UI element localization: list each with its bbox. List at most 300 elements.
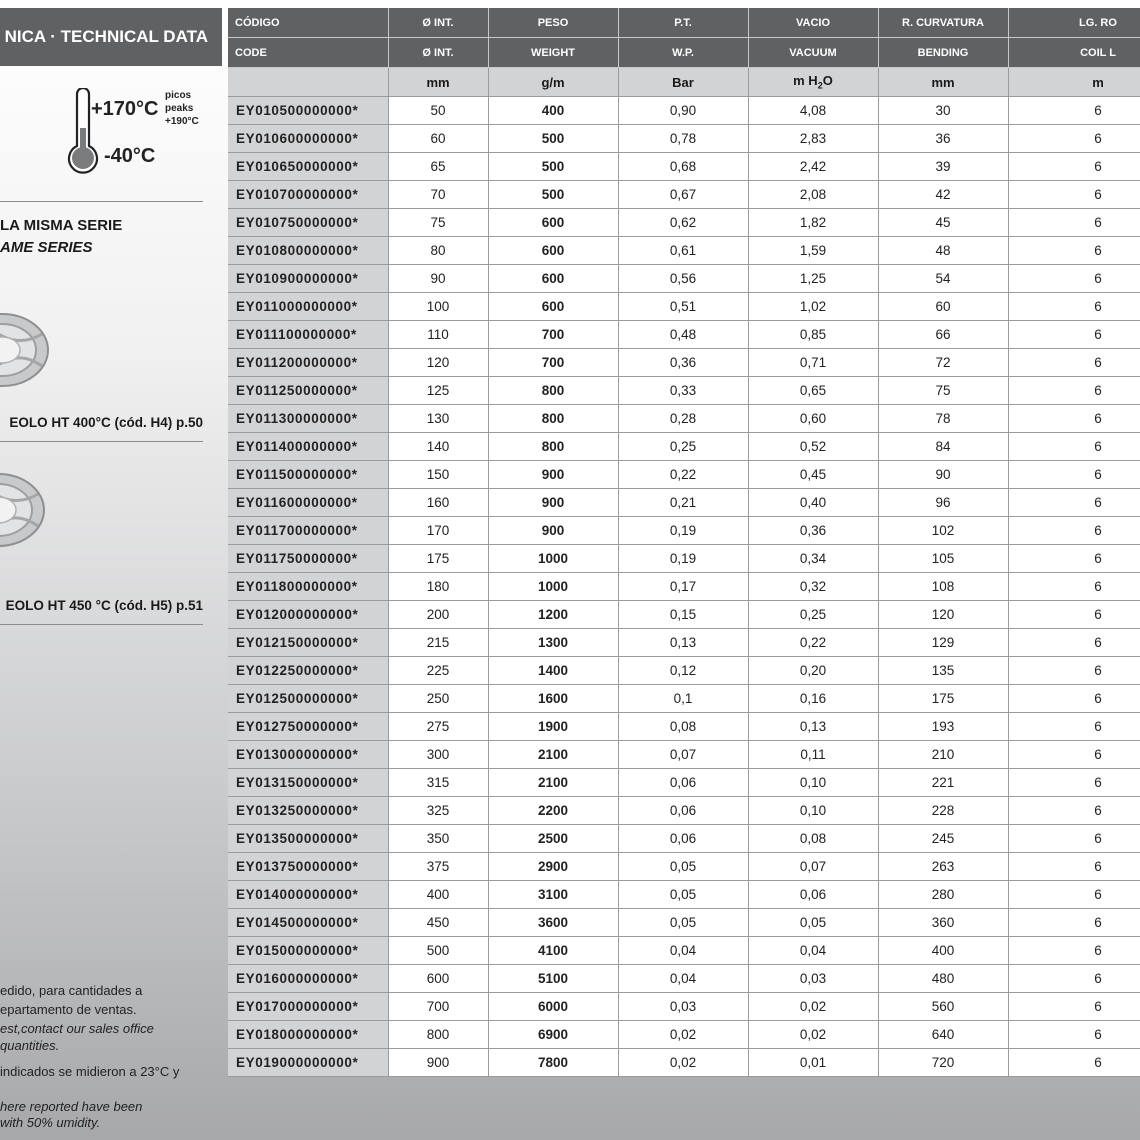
cell-code: EY010500000000* bbox=[228, 97, 388, 125]
unit-vacuum-sub: 2 bbox=[817, 80, 823, 91]
units-row bbox=[228, 68, 1140, 97]
cell-code: EY017000000000* bbox=[228, 993, 388, 1021]
cell-vacuum: 2,08 bbox=[748, 181, 878, 209]
cell-weight: 2100 bbox=[488, 741, 618, 769]
cell-vacuum: 0,40 bbox=[748, 489, 878, 517]
measure-note-en-2: with 50% umidity. bbox=[0, 1115, 101, 1130]
unit-cell: mm bbox=[878, 68, 1008, 97]
cell-bending: 228 bbox=[878, 797, 1008, 825]
order-note-en-1: est,contact our sales office bbox=[0, 1021, 154, 1036]
table-row bbox=[228, 237, 1140, 265]
unit-cell: mm bbox=[388, 68, 488, 97]
temperature-min: -40°C bbox=[104, 145, 156, 167]
order-note-es-2: epartamento de ventas. bbox=[0, 1002, 137, 1017]
cell-vacuum: 0,16 bbox=[748, 685, 878, 713]
cell-diameter: 800 bbox=[388, 1021, 488, 1049]
cell-weight: 1600 bbox=[488, 685, 618, 713]
cell-bending: 480 bbox=[878, 965, 1008, 993]
cell-vacuum: 1,59 bbox=[748, 237, 878, 265]
cell-weight: 2900 bbox=[488, 853, 618, 881]
cell-diameter: 375 bbox=[388, 853, 488, 881]
cell-bending: 560 bbox=[878, 993, 1008, 1021]
cell-code: EY015000000000* bbox=[228, 937, 388, 965]
cell-code: EY011800000000* bbox=[228, 573, 388, 601]
cell-diameter: 70 bbox=[388, 181, 488, 209]
cell-code: EY011100000000* bbox=[228, 321, 388, 349]
cell-diameter: 275 bbox=[388, 713, 488, 741]
cell-diameter: 500 bbox=[388, 937, 488, 965]
unit-vacuum-tail: O bbox=[822, 73, 833, 89]
cell-vacuum: 0,04 bbox=[748, 937, 878, 965]
cell-diameter: 900 bbox=[388, 1049, 488, 1077]
cell-coil-length: 6 bbox=[1008, 629, 1140, 657]
table-row bbox=[228, 825, 1140, 853]
cell-diameter: 100 bbox=[388, 293, 488, 321]
cell-pressure: 0,28 bbox=[618, 405, 748, 433]
cell-vacuum: 2,83 bbox=[748, 125, 878, 153]
table-row bbox=[228, 1021, 1140, 1049]
cell-code: EY013500000000* bbox=[228, 825, 388, 853]
cell-code: EY011750000000* bbox=[228, 545, 388, 573]
cell-bending: 75 bbox=[878, 377, 1008, 405]
cell-diameter: 80 bbox=[388, 237, 488, 265]
cell-weight: 700 bbox=[488, 349, 618, 377]
cell-coil-length: 6 bbox=[1008, 489, 1140, 517]
unit-cell: g/m bbox=[488, 68, 618, 97]
cell-coil-length: 6 bbox=[1008, 265, 1140, 293]
cell-vacuum: 0,13 bbox=[748, 713, 878, 741]
cell-pressure: 0,21 bbox=[618, 489, 748, 517]
cell-coil-length: 6 bbox=[1008, 881, 1140, 909]
cell-bending: 54 bbox=[878, 265, 1008, 293]
cell-pressure: 0,03 bbox=[618, 993, 748, 1021]
cell-weight: 1900 bbox=[488, 713, 618, 741]
cell-coil-length: 6 bbox=[1008, 853, 1140, 881]
cell-vacuum: 1,82 bbox=[748, 209, 878, 237]
cell-pressure: 0,15 bbox=[618, 601, 748, 629]
cell-bending: 120 bbox=[878, 601, 1008, 629]
cell-diameter: 65 bbox=[388, 153, 488, 181]
cell-code: EY012150000000* bbox=[228, 629, 388, 657]
cell-weight: 1200 bbox=[488, 601, 618, 629]
cell-weight: 500 bbox=[488, 181, 618, 209]
technical-data-table-container bbox=[228, 8, 1140, 1077]
cell-pressure: 0,19 bbox=[618, 517, 748, 545]
cell-weight: 1300 bbox=[488, 629, 618, 657]
left-panel bbox=[0, 0, 222, 1140]
cell-weight: 2100 bbox=[488, 769, 618, 797]
cell-weight: 800 bbox=[488, 433, 618, 461]
peaks-label-es: picos bbox=[165, 90, 192, 101]
table-row bbox=[228, 993, 1140, 1021]
related-product-link[interactable]: EOLO HT 450 °C (cód. H5) p.51 bbox=[5, 598, 203, 613]
table-row bbox=[228, 265, 1140, 293]
cell-code: EY013250000000* bbox=[228, 797, 388, 825]
cell-vacuum: 0,71 bbox=[748, 349, 878, 377]
table-row bbox=[228, 489, 1140, 517]
temperature-range bbox=[66, 88, 216, 178]
cell-diameter: 170 bbox=[388, 517, 488, 545]
technical-data-table bbox=[228, 8, 1140, 1077]
order-note-en-2: quantities. bbox=[0, 1038, 60, 1053]
divider bbox=[0, 441, 203, 442]
cell-code: EY013000000000* bbox=[228, 741, 388, 769]
cell-diameter: 125 bbox=[388, 377, 488, 405]
cell-coil-length: 6 bbox=[1008, 657, 1140, 685]
cell-pressure: 0,67 bbox=[618, 181, 748, 209]
cell-weight: 500 bbox=[488, 125, 618, 153]
cell-weight: 2500 bbox=[488, 825, 618, 853]
cell-weight: 700 bbox=[488, 321, 618, 349]
cell-diameter: 130 bbox=[388, 405, 488, 433]
cell-pressure: 0,06 bbox=[618, 769, 748, 797]
cell-bending: 78 bbox=[878, 405, 1008, 433]
cell-diameter: 225 bbox=[388, 657, 488, 685]
cell-pressure: 0,25 bbox=[618, 433, 748, 461]
cell-bending: 36 bbox=[878, 125, 1008, 153]
cell-vacuum: 0,05 bbox=[748, 909, 878, 937]
table-row bbox=[228, 97, 1140, 125]
cell-code: EY011200000000* bbox=[228, 349, 388, 377]
cell-code: EY011000000000* bbox=[228, 293, 388, 321]
cell-vacuum: 0,34 bbox=[748, 545, 878, 573]
cell-diameter: 200 bbox=[388, 601, 488, 629]
cell-coil-length: 6 bbox=[1008, 97, 1140, 125]
cell-weight: 2200 bbox=[488, 797, 618, 825]
cell-vacuum: 0,01 bbox=[748, 1049, 878, 1077]
cell-bending: 84 bbox=[878, 433, 1008, 461]
cell-vacuum: 0,10 bbox=[748, 797, 878, 825]
table-row bbox=[228, 881, 1140, 909]
cell-vacuum: 0,52 bbox=[748, 433, 878, 461]
series-heading-es: LA MISMA SERIE bbox=[0, 217, 123, 234]
cell-coil-length: 6 bbox=[1008, 461, 1140, 489]
cell-vacuum: 0,10 bbox=[748, 769, 878, 797]
cell-code: EY010800000000* bbox=[228, 237, 388, 265]
cell-pressure: 0,06 bbox=[618, 825, 748, 853]
cell-vacuum: 0,60 bbox=[748, 405, 878, 433]
cell-coil-length: 6 bbox=[1008, 405, 1140, 433]
cell-bending: 66 bbox=[878, 321, 1008, 349]
cell-pressure: 0,22 bbox=[618, 461, 748, 489]
cell-code: EY014000000000* bbox=[228, 881, 388, 909]
cell-bending: 720 bbox=[878, 1049, 1008, 1077]
table-row bbox=[228, 741, 1140, 769]
cell-pressure: 0,48 bbox=[618, 321, 748, 349]
section-title: NICA · TECHNICAL DATA bbox=[0, 8, 222, 66]
cell-coil-length: 6 bbox=[1008, 545, 1140, 573]
cell-code: EY010650000000* bbox=[228, 153, 388, 181]
cell-vacuum: 0,03 bbox=[748, 965, 878, 993]
cell-vacuum: 1,02 bbox=[748, 293, 878, 321]
cell-code: EY011400000000* bbox=[228, 433, 388, 461]
table-row bbox=[228, 349, 1140, 377]
cell-coil-length: 6 bbox=[1008, 433, 1140, 461]
cell-vacuum: 0,02 bbox=[748, 1021, 878, 1049]
cell-weight: 600 bbox=[488, 265, 618, 293]
cell-code: EY019000000000* bbox=[228, 1049, 388, 1077]
cell-coil-length: 6 bbox=[1008, 321, 1140, 349]
measure-note-es-1: indicados se midieron a 23°C y bbox=[0, 1064, 180, 1079]
table-row bbox=[228, 713, 1140, 741]
col-header-vacuum-es: VACIO bbox=[748, 8, 878, 38]
cell-weight: 1400 bbox=[488, 657, 618, 685]
cell-weight: 3100 bbox=[488, 881, 618, 909]
cell-pressure: 0,62 bbox=[618, 209, 748, 237]
cell-code: EY016000000000* bbox=[228, 965, 388, 993]
cell-bending: 640 bbox=[878, 1021, 1008, 1049]
cell-pressure: 0,36 bbox=[618, 349, 748, 377]
cell-bending: 263 bbox=[878, 853, 1008, 881]
cell-code: EY011250000000* bbox=[228, 377, 388, 405]
peaks-label-en: peaks bbox=[165, 103, 194, 114]
table-row bbox=[228, 461, 1140, 489]
cell-weight: 600 bbox=[488, 209, 618, 237]
cell-vacuum: 2,42 bbox=[748, 153, 878, 181]
cell-bending: 221 bbox=[878, 769, 1008, 797]
cell-diameter: 315 bbox=[388, 769, 488, 797]
cell-weight: 5100 bbox=[488, 965, 618, 993]
cell-pressure: 0,05 bbox=[618, 909, 748, 937]
related-product-link[interactable]: EOLO HT 400°C (cód. H4) p.50 bbox=[9, 415, 203, 430]
cell-vacuum: 0,02 bbox=[748, 993, 878, 1021]
cell-pressure: 0,61 bbox=[618, 237, 748, 265]
table-row bbox=[228, 853, 1140, 881]
cell-coil-length: 6 bbox=[1008, 825, 1140, 853]
cell-diameter: 50 bbox=[388, 97, 488, 125]
peaks-note bbox=[165, 89, 199, 128]
cell-coil-length: 6 bbox=[1008, 797, 1140, 825]
col-header-code-es: CÓDIGO bbox=[228, 8, 388, 38]
cell-coil-length: 6 bbox=[1008, 685, 1140, 713]
col-header-weight-es: PESO bbox=[488, 8, 618, 38]
cell-weight: 1000 bbox=[488, 573, 618, 601]
cell-pressure: 0,08 bbox=[618, 713, 748, 741]
cell-vacuum: 0,85 bbox=[748, 321, 878, 349]
cell-coil-length: 6 bbox=[1008, 741, 1140, 769]
cell-bending: 48 bbox=[878, 237, 1008, 265]
table-row bbox=[228, 545, 1140, 573]
unit-vacuum-base: m H bbox=[793, 73, 818, 89]
cell-pressure: 0,90 bbox=[618, 97, 748, 125]
cell-weight: 800 bbox=[488, 377, 618, 405]
table-row bbox=[228, 517, 1140, 545]
col-header-bending-es: R. CURVATURA bbox=[878, 8, 1008, 38]
cell-code: EY010900000000* bbox=[228, 265, 388, 293]
cell-pressure: 0,12 bbox=[618, 657, 748, 685]
table-row bbox=[228, 209, 1140, 237]
cell-vacuum: 0,08 bbox=[748, 825, 878, 853]
table-row bbox=[228, 937, 1140, 965]
cell-diameter: 175 bbox=[388, 545, 488, 573]
cell-weight: 900 bbox=[488, 517, 618, 545]
temperature-max: +170°C bbox=[91, 98, 159, 120]
cell-coil-length: 6 bbox=[1008, 153, 1140, 181]
cell-coil-length: 6 bbox=[1008, 965, 1140, 993]
col-header-vacuum-en: VACUUM bbox=[748, 38, 878, 68]
cell-diameter: 160 bbox=[388, 489, 488, 517]
cell-diameter: 215 bbox=[388, 629, 488, 657]
hose-image bbox=[0, 310, 52, 390]
cell-pressure: 0,05 bbox=[618, 853, 748, 881]
cell-coil-length: 6 bbox=[1008, 1021, 1140, 1049]
cell-coil-length: 6 bbox=[1008, 937, 1140, 965]
cell-diameter: 600 bbox=[388, 965, 488, 993]
table-row bbox=[228, 797, 1140, 825]
cell-bending: 400 bbox=[878, 937, 1008, 965]
col-header-diameter-es: Ø INT. bbox=[388, 8, 488, 38]
cell-coil-length: 6 bbox=[1008, 1049, 1140, 1077]
col-header-coil-en: COIL L bbox=[1008, 38, 1140, 68]
cell-bending: 108 bbox=[878, 573, 1008, 601]
cell-pressure: 0,04 bbox=[618, 937, 748, 965]
series-heading-en: AME SERIES bbox=[0, 239, 93, 256]
cell-diameter: 450 bbox=[388, 909, 488, 937]
cell-bending: 96 bbox=[878, 489, 1008, 517]
header-row-es bbox=[228, 8, 1140, 38]
cell-bending: 102 bbox=[878, 517, 1008, 545]
cell-bending: 175 bbox=[878, 685, 1008, 713]
cell-pressure: 0,33 bbox=[618, 377, 748, 405]
col-header-code-en: CODE bbox=[228, 38, 388, 68]
cell-code: EY013750000000* bbox=[228, 853, 388, 881]
col-header-weight-en: WEIGHT bbox=[488, 38, 618, 68]
table-row bbox=[228, 377, 1140, 405]
cell-code: EY010750000000* bbox=[228, 209, 388, 237]
col-header-diameter-en: Ø INT. bbox=[388, 38, 488, 68]
col-header-pressure-es: P.T. bbox=[618, 8, 748, 38]
cell-bending: 360 bbox=[878, 909, 1008, 937]
cell-vacuum: 0,32 bbox=[748, 573, 878, 601]
cell-weight: 6000 bbox=[488, 993, 618, 1021]
cell-weight: 500 bbox=[488, 153, 618, 181]
cell-pressure: 0,17 bbox=[618, 573, 748, 601]
table-row bbox=[228, 293, 1140, 321]
cell-vacuum: 0,11 bbox=[748, 741, 878, 769]
cell-code: EY013150000000* bbox=[228, 769, 388, 797]
unit-cell: m bbox=[1008, 68, 1140, 97]
cell-code: EY011700000000* bbox=[228, 517, 388, 545]
measure-note-en-1: here reported have been bbox=[0, 1099, 143, 1114]
cell-code: EY012250000000* bbox=[228, 657, 388, 685]
unit-cell bbox=[228, 68, 388, 97]
cell-bending: 135 bbox=[878, 657, 1008, 685]
peaks-temperature: +190°C bbox=[165, 116, 199, 127]
divider bbox=[0, 624, 203, 625]
cell-coil-length: 6 bbox=[1008, 209, 1140, 237]
cell-bending: 60 bbox=[878, 293, 1008, 321]
order-note-es-1: edido, para cantidades a bbox=[0, 983, 143, 998]
cell-pressure: 0,06 bbox=[618, 797, 748, 825]
cell-pressure: 0,05 bbox=[618, 881, 748, 909]
cell-pressure: 0,19 bbox=[618, 545, 748, 573]
cell-diameter: 150 bbox=[388, 461, 488, 489]
cell-vacuum: 1,25 bbox=[748, 265, 878, 293]
cell-code: EY012500000000* bbox=[228, 685, 388, 713]
unit-cell: Bar bbox=[618, 68, 748, 97]
col-header-pressure-en: W.P. bbox=[618, 38, 748, 68]
table-row bbox=[228, 629, 1140, 657]
cell-bending: 90 bbox=[878, 461, 1008, 489]
cell-diameter: 180 bbox=[388, 573, 488, 601]
table-row bbox=[228, 769, 1140, 797]
cell-pressure: 0,07 bbox=[618, 741, 748, 769]
cell-coil-length: 6 bbox=[1008, 181, 1140, 209]
cell-vacuum: 0,20 bbox=[748, 657, 878, 685]
table-row bbox=[228, 405, 1140, 433]
cell-pressure: 0,02 bbox=[618, 1021, 748, 1049]
table-row bbox=[228, 153, 1140, 181]
cell-code: EY018000000000* bbox=[228, 1021, 388, 1049]
cell-diameter: 700 bbox=[388, 993, 488, 1021]
cell-code: EY011600000000* bbox=[228, 489, 388, 517]
cell-vacuum: 0,36 bbox=[748, 517, 878, 545]
cell-weight: 400 bbox=[488, 97, 618, 125]
col-header-bending-en: BENDING bbox=[878, 38, 1008, 68]
cell-weight: 1000 bbox=[488, 545, 618, 573]
cell-weight: 600 bbox=[488, 293, 618, 321]
cell-diameter: 110 bbox=[388, 321, 488, 349]
table-row bbox=[228, 685, 1140, 713]
cell-coil-length: 6 bbox=[1008, 601, 1140, 629]
cell-weight: 7800 bbox=[488, 1049, 618, 1077]
cell-bending: 30 bbox=[878, 97, 1008, 125]
cell-coil-length: 6 bbox=[1008, 377, 1140, 405]
cell-vacuum: 0,45 bbox=[748, 461, 878, 489]
cell-code: EY010600000000* bbox=[228, 125, 388, 153]
cell-diameter: 75 bbox=[388, 209, 488, 237]
unit-cell bbox=[748, 68, 878, 97]
cell-pressure: 0,78 bbox=[618, 125, 748, 153]
cell-bending: 193 bbox=[878, 713, 1008, 741]
cell-bending: 245 bbox=[878, 825, 1008, 853]
table-row bbox=[228, 433, 1140, 461]
cell-pressure: 0,68 bbox=[618, 153, 748, 181]
hose-image bbox=[0, 470, 48, 550]
cell-weight: 900 bbox=[488, 489, 618, 517]
cell-weight: 3600 bbox=[488, 909, 618, 937]
cell-diameter: 140 bbox=[388, 433, 488, 461]
cell-vacuum: 0,65 bbox=[748, 377, 878, 405]
cell-coil-length: 6 bbox=[1008, 573, 1140, 601]
cell-code: EY012000000000* bbox=[228, 601, 388, 629]
table-row bbox=[228, 573, 1140, 601]
cell-coil-length: 6 bbox=[1008, 713, 1140, 741]
cell-coil-length: 6 bbox=[1008, 769, 1140, 797]
cell-weight: 600 bbox=[488, 237, 618, 265]
cell-coil-length: 6 bbox=[1008, 125, 1140, 153]
cell-weight: 6900 bbox=[488, 1021, 618, 1049]
cell-bending: 42 bbox=[878, 181, 1008, 209]
cell-bending: 39 bbox=[878, 153, 1008, 181]
cell-pressure: 0,56 bbox=[618, 265, 748, 293]
cell-diameter: 300 bbox=[388, 741, 488, 769]
cell-vacuum: 0,07 bbox=[748, 853, 878, 881]
table-row bbox=[228, 125, 1140, 153]
cell-coil-length: 6 bbox=[1008, 237, 1140, 265]
cell-bending: 105 bbox=[878, 545, 1008, 573]
cell-code: EY011300000000* bbox=[228, 405, 388, 433]
cell-diameter: 325 bbox=[388, 797, 488, 825]
cell-diameter: 350 bbox=[388, 825, 488, 853]
cell-diameter: 90 bbox=[388, 265, 488, 293]
cell-pressure: 0,04 bbox=[618, 965, 748, 993]
cell-coil-length: 6 bbox=[1008, 909, 1140, 937]
table-row bbox=[228, 181, 1140, 209]
cell-diameter: 120 bbox=[388, 349, 488, 377]
cell-pressure: 0,1 bbox=[618, 685, 748, 713]
cell-bending: 72 bbox=[878, 349, 1008, 377]
